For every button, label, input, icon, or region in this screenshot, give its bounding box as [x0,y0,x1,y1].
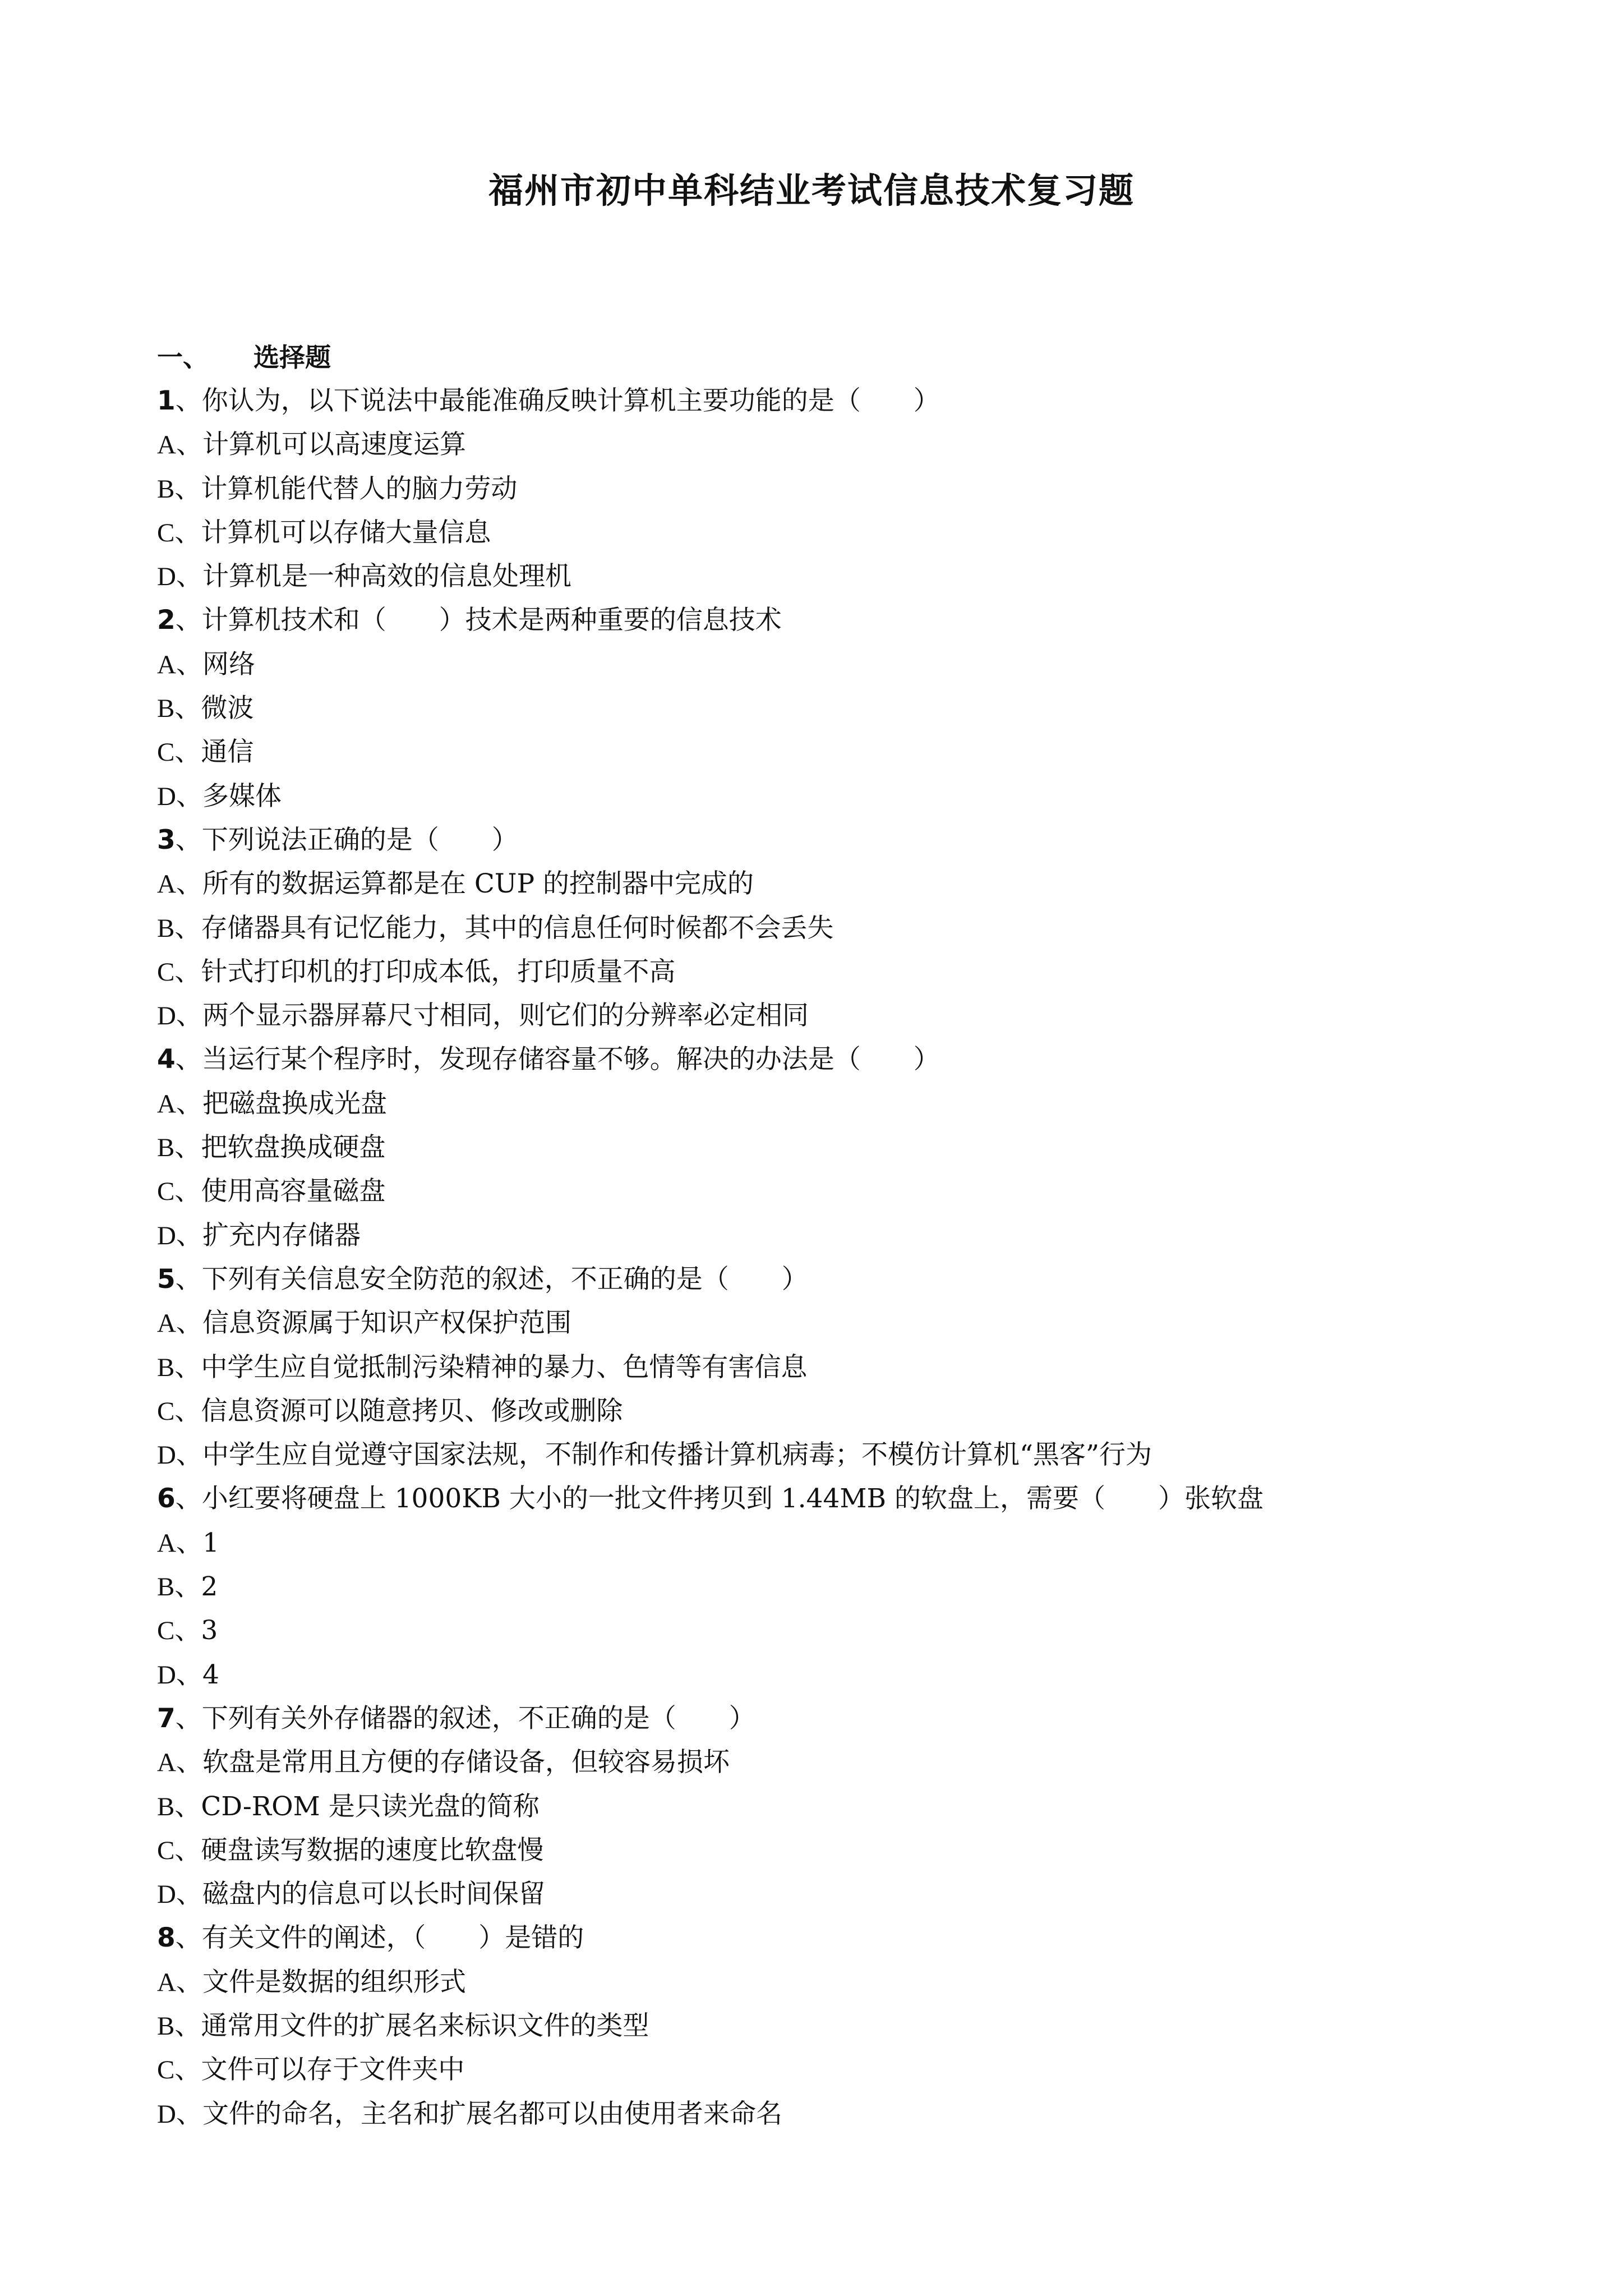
option-letter: D [157,1660,176,1690]
section-number: 一、 [157,342,209,372]
option-text: 、信息资源可以随意拷贝、修改或删除 [174,1395,623,1427]
section-heading [157,335,331,379]
question-stem [157,1258,1503,1301]
option-text: 、磁盘内的信息可以长时间保留 [176,1879,545,1910]
option-letter: A [157,650,176,679]
question-text: 、你认为，以下说法中最能准确反映计算机主要功能的是（ ） [175,385,940,416]
option [157,1961,1503,2004]
option-letter: A [157,1748,176,1778]
section-label: 选择题 [253,342,331,372]
question-stem [157,1038,1503,1082]
option [157,1433,1503,1477]
question-stem [157,379,1503,423]
option-text: 、计算机是一种高效的信息处理机 [176,561,571,592]
option [157,950,1503,994]
option-text: 、通常用文件的扩展名来标识文件的类型 [174,2010,649,2041]
option-letter: B [157,1352,175,1382]
option [157,775,1503,818]
option-text: 、文件可以存于文件夹中 [174,2054,465,2086]
option-text: 、两个显示器屏幕尺寸相同，则它们的分辨率必定相同 [176,1000,809,1032]
option-text: 、网络 [176,648,255,680]
option [157,907,1503,950]
question-number: 5 [157,1263,176,1295]
option [157,2092,1503,2136]
option-letter: A [157,1309,176,1338]
question-number: 4 [157,1044,176,1075]
option-letter: B [157,1133,175,1163]
question-text: 、当运行某个程序时，发现存储容量不够。解决的办法是（ ） [175,1044,940,1075]
option-text: 、计算机可以高速度运算 [176,429,466,461]
option-text: 、软盘是常用且方便的存储设备，但较容易损坏 [176,1747,730,1778]
option-text: 、所有的数据运算都是在 CUP 的控制器中完成的 [176,868,754,900]
question-text: 、下列说法正确的是（ ） [175,824,518,855]
option-letter: D [157,562,176,592]
question-text: 、下列有关外存储器的叙述，不正确的是（ ） [175,1703,755,1734]
option-letter: C [157,2055,175,2085]
option-text: 、多媒体 [176,780,282,812]
option [157,687,1503,730]
question-stem [157,599,1503,642]
option-letter: B [157,913,175,943]
option-text: 、硬盘读写数据的速度比软盘慢 [174,1834,544,1866]
option-letter: B [157,1572,175,1602]
option [157,1126,1503,1170]
question-text: 、有关文件的阐述，（ ）是错的 [175,1922,584,1954]
option-letter: C [157,518,175,547]
question-number: 6 [157,1483,176,1515]
option-letter: D [157,781,176,811]
option [157,1170,1503,1213]
option [157,1741,1503,1784]
option-text: 、1 [176,1527,219,1558]
option [157,555,1503,599]
option [157,467,1503,511]
option-text: 、把软盘换成硬盘 [174,1132,386,1163]
question-stem [157,1916,1503,1960]
option-text: 、2 [174,1571,218,1603]
option-text: 、中学生应自觉遵守国家法规，不制作和传播计算机病毒；不模仿计算机“黑客”行为 [176,1439,1152,1471]
option-letter: D [157,1001,176,1031]
option [157,1829,1503,1872]
option-letter: C [157,957,175,987]
option-letter: B [157,694,175,724]
question-text: 、计算机技术和（ ）技术是两种重要的信息技术 [175,605,782,636]
option-letter: D [157,2099,176,2129]
question-list [157,379,1503,2136]
option-text: 、微波 [174,693,254,724]
option-letter: A [157,1528,176,1558]
question-number: 3 [157,824,176,855]
option [157,1214,1503,1258]
question-number: 1 [157,385,176,416]
question-number: 8 [157,1922,176,1954]
option-text: 、CD-ROM 是只读光盘的简称 [174,1791,540,1822]
page-title: 福州市初中单科结业考试信息技术复习题 [488,170,1135,211]
option-text: 、使用高容量磁盘 [174,1176,386,1207]
option-text: 、计算机能代替人的脑力劳动 [174,473,518,504]
option-letter: A [157,1089,176,1119]
option-letter: C [157,1177,175,1207]
option-letter: C [157,1616,175,1646]
option [157,1609,1503,1653]
question-stem [157,1477,1503,1521]
option-text: 、3 [174,1615,218,1646]
option-letter: A [157,869,176,899]
option [157,2048,1503,2092]
option [157,2004,1503,2048]
option-letter: C [157,738,175,767]
option [157,1565,1503,1609]
question-stem [157,1697,1503,1741]
option-letter: D [157,1221,176,1250]
option-text: 、把磁盘换成光盘 [176,1088,387,1119]
option [157,1653,1503,1697]
option-letter: C [157,1396,175,1426]
option-text: 、中学生应自觉抵制污染精神的暴力、色情等有害信息 [174,1351,808,1383]
option-letter: C [157,1835,175,1865]
option [157,1389,1503,1433]
option-text: 、信息资源属于知识产权保护范围 [176,1308,571,1339]
option-text: 、文件的命名，主名和扩展名都可以由使用者来命名 [176,2098,782,2129]
option [157,1872,1503,1916]
option-letter: B [157,2011,175,2041]
option-text: 、针式打印机的打印成本低，打印质量不高 [174,956,676,987]
option-text: 、计算机可以存储大量信息 [174,517,491,548]
option [157,1521,1503,1565]
option-letter: A [157,430,176,460]
option-text: 、扩充内存储器 [176,1220,361,1251]
question-text: 、小红要将硬盘上 1000KB 大小的一批文件拷贝到 1.44MB 的软盘上，需要（ ）张软盘 [175,1483,1264,1515]
option [157,862,1503,906]
question-stem [157,818,1503,862]
option [157,643,1503,687]
option-text: 、存储器具有记忆能力，其中的信息任何时候都不会丢失 [174,912,834,944]
question-text: 、下列有关信息安全防范的叙述，不正确的是（ ） [175,1263,808,1295]
option [157,1082,1503,1126]
option-text: 、文件是数据的组织形式 [176,1966,466,1998]
option [157,994,1503,1038]
option [157,1346,1503,1389]
option-text: 、通信 [174,737,254,768]
question-number: 2 [157,605,176,636]
option-letter: A [157,1967,176,1997]
option [157,1785,1503,1829]
option-letter: D [157,1880,176,1910]
option-letter: D [157,1441,176,1470]
option [157,730,1503,774]
option-letter: B [157,474,175,504]
option-text: 、4 [176,1659,219,1690]
question-number: 7 [157,1703,176,1734]
option [157,423,1503,467]
option-letter: B [157,1792,175,1821]
option [157,1301,1503,1345]
option [157,511,1503,555]
